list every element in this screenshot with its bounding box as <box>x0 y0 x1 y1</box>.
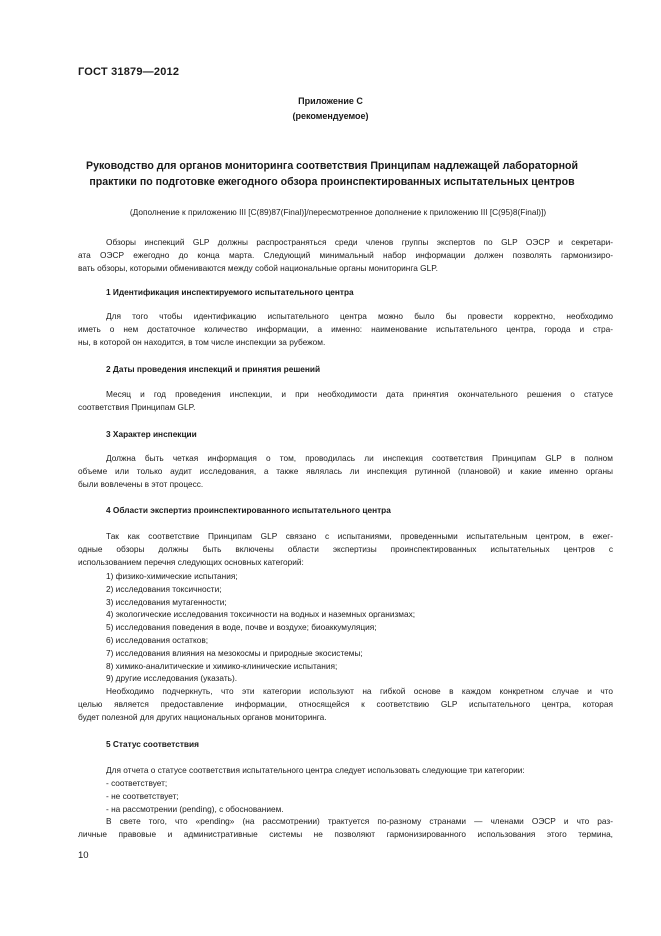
list-item: 8) химико-аналитические и химико-клинические испытания; <box>106 660 338 671</box>
section-2-paragraph <box>78 388 613 414</box>
list-item: 6) исследования остатков; <box>106 634 209 645</box>
section-4-heading: 4 Области экспертиз проинспектированного испытательного центра <box>106 505 391 515</box>
standard-designation: ГОСТ 31879—2012 <box>78 66 180 78</box>
section-2-heading: 2 Даты проведения инспекций и принятия решений <box>106 364 321 374</box>
section-5-note <box>78 815 613 841</box>
category-list <box>106 570 415 685</box>
document-subtitle: (Дополнение к приложению III [C(89)87(Final)]/пересмотренное дополнение к приложению III [C(95)8(Final)]) <box>129 207 547 217</box>
text-line: Для отчета о статусе соответствия испытательного центра следует использовать следующие три категории: <box>106 765 525 775</box>
section-4-paragraph <box>78 530 613 569</box>
title-line-1: Руководство для органов мониторинга соответствия Принципам надлежащей лабораторной <box>86 160 578 172</box>
text-line: Должна быть четкая информация о том, проводилась ли инспекция соответствия Принципам GLP в полном <box>106 453 613 463</box>
annex-status: (рекомендуемое) <box>292 111 369 121</box>
section-1-paragraph <box>78 310 613 349</box>
list-item: 9) другие исследования (указать). <box>106 673 238 684</box>
text-line: иметь о нем достаточное количество информации, а именно: наименование испытательного центра, города и стра- <box>78 324 613 334</box>
list-item: 2) исследования токсичности; <box>106 583 222 594</box>
list-item: 5) исследования поведения в воде, почве и воздухе; биоаккумуляция; <box>106 622 377 633</box>
text-line: Месяц и год проведения инспекции, и при необходимости дата принятия окончательного решения о статусе <box>106 389 613 399</box>
text-line: Так как соответствие Принципам GLP связано с испытаниями, проведенными испытательным центром, в ежег- <box>106 531 613 541</box>
section-3-paragraph <box>78 452 613 491</box>
text-line: соответствия Принципам GLP. <box>78 402 196 412</box>
text-line: будет полезной для других национальных органов мониторинга. <box>78 712 327 722</box>
list-item: 1) физико-химические испытания; <box>106 571 238 581</box>
status-list <box>106 777 284 815</box>
list-item: - соответствует; <box>106 778 168 788</box>
document-title <box>78 158 586 190</box>
list-item: 3) исследования мутагенности; <box>106 596 227 607</box>
section-4-note <box>78 685 613 724</box>
text-line: В свете того, что «pending» (на рассмотрении) трактуется по-разному странами — членами ОЭСР и что раз- <box>106 816 613 826</box>
text-line: целью является предоставление информации, относящейся к соответствию GLP испытательного центра, которая <box>78 699 613 709</box>
text-line: ата ОЭСР ежегодно до конца марта. Следующий минимальный набор информации должен позволять гармонизиро- <box>78 250 613 260</box>
page-number: 10 <box>78 850 89 861</box>
intro-paragraph <box>78 236 613 275</box>
section-3-heading: 3 Характер инспекции <box>106 429 197 439</box>
text-line: были вовлечены в этот процесс. <box>78 479 204 489</box>
list-item: 7) исследования влияния на мезокосмы и природные экосистемы; <box>106 647 363 658</box>
list-item: - на рассмотрении (pending), с обоснованием. <box>106 803 284 814</box>
text-line: Необходимо подчеркнуть, что эти категории используют на гибкой основе в каждом конкретном случае и что <box>106 686 613 696</box>
list-item: - не соответствует; <box>106 790 179 801</box>
list-item: 4) экологические исследования токсичности на водных и наземных организмах; <box>106 609 416 620</box>
text-line: личные правовые и административные системы не позволяют гармонизированного использования этого термина, <box>78 829 613 839</box>
text-line: Для того чтобы идентификацию испытательного центра можно было бы провести корректно, необходимо <box>106 311 613 321</box>
text-line: ны, в которой он находится, в том числе инспекции за рубежом. <box>78 337 326 347</box>
section-1-heading: 1 Идентификация инспектируемого испытательного центра <box>106 287 354 297</box>
section-5-paragraph <box>78 764 613 777</box>
section-5-heading: 5 Статус соответствия <box>106 739 199 749</box>
text-line: использованием перечня следующих основных категорий: <box>78 557 304 567</box>
title-line-2: практики по подготовке ежегодного обзора проинспектированных испытательных центров <box>89 176 575 188</box>
text-line: Обзоры инспекций GLP должны распространяться среди членов группы экспертов по GLP ОЭСР и секретари- <box>106 237 613 247</box>
text-line: вать обзоры, которыми обмениваются между собой национальные органы мониторинга GLP. <box>78 263 438 273</box>
text-line: объеме или только аудит исследования, а также являлась ли инспекция рутинной (плановой) и какие именно органы <box>78 466 613 476</box>
text-line: одные обзоры должны быть включены области экспертизы проинспектированных испытательных центров с <box>78 544 613 554</box>
annex-label: Приложение С <box>298 96 363 106</box>
